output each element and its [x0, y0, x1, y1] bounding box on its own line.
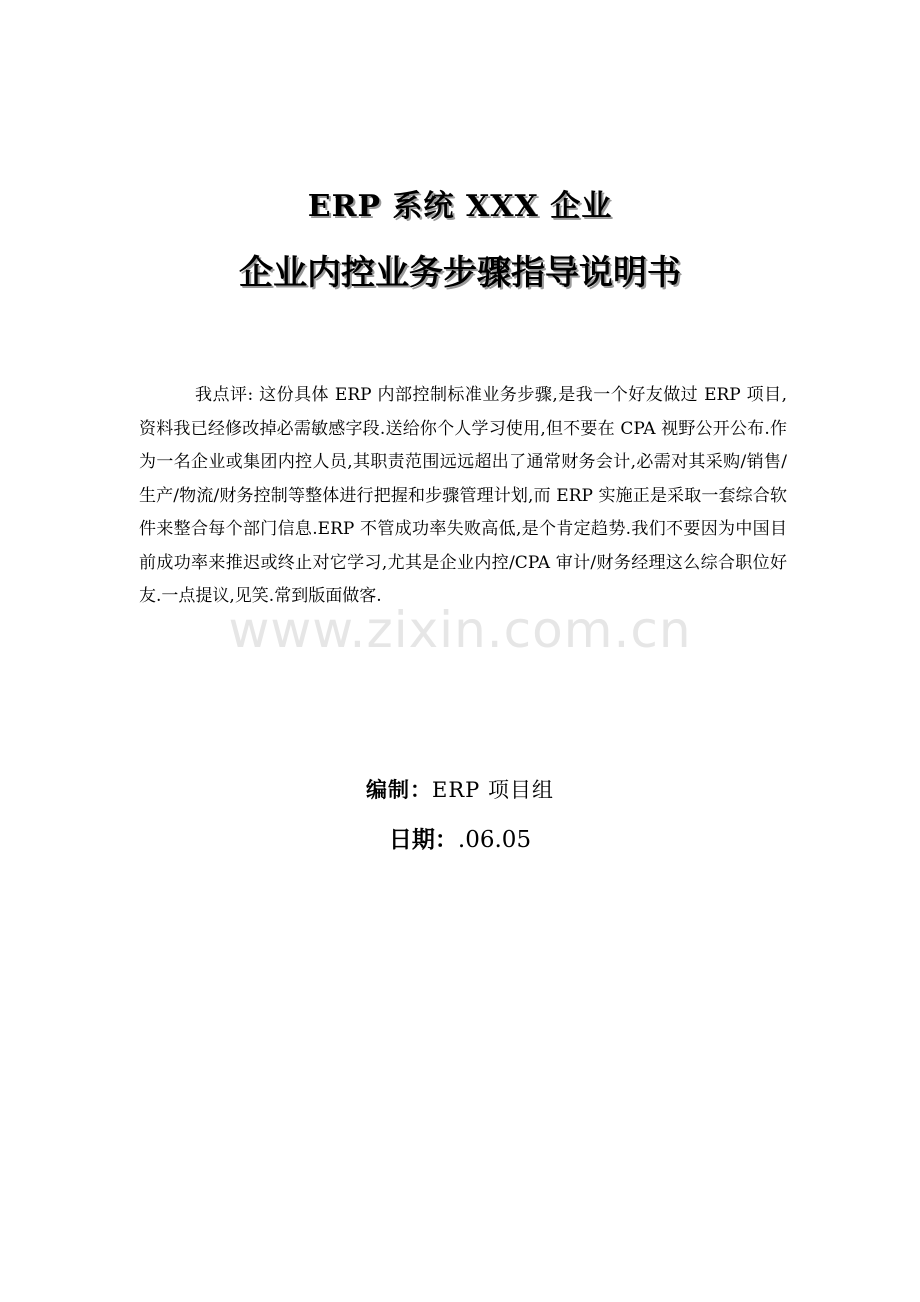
date-value: .06.05	[457, 827, 532, 853]
compiler-line	[0, 772, 920, 808]
document-title-line-2: 企业内控业务步骤指导说明书	[239, 253, 681, 293]
intro-paragraph: 我点评: 这份具体 ERP 内部控制标准业务步骤,是我一个好友做过 ERP 项目,资料我已经修改掉必需敏感字段.送给你个人学习使用,但不要在 CPA 视野公开公布.作为一名企业或集团内控人员,其职责范围远远超出了通常财务会计,必需对其采购/销售/生产/物流/财务控制等整体进行把握和步骤管理计划,而 ERP 实施正是采取一套综合软件来整合每个部门信息.ERP 不管成功率失败高低,是个肯定趋势.我们不要因为中国目前成功率来推迟或终止对它学习,尤其是企业内控/CPA 审计/财务经理这么综合职位好友.一点提议,见笑.常到版面做客.	[139, 385, 787, 606]
compiler-label: 编制：	[366, 777, 433, 802]
date-line	[0, 822, 920, 858]
compiler-value: ERP 项目组	[432, 778, 554, 802]
watermark: www.zixin.com.cn	[228, 601, 692, 659]
document-title-line-1: ERP 系统 XXX 企业	[307, 189, 613, 224]
date-label: 日期：	[388, 826, 458, 853]
